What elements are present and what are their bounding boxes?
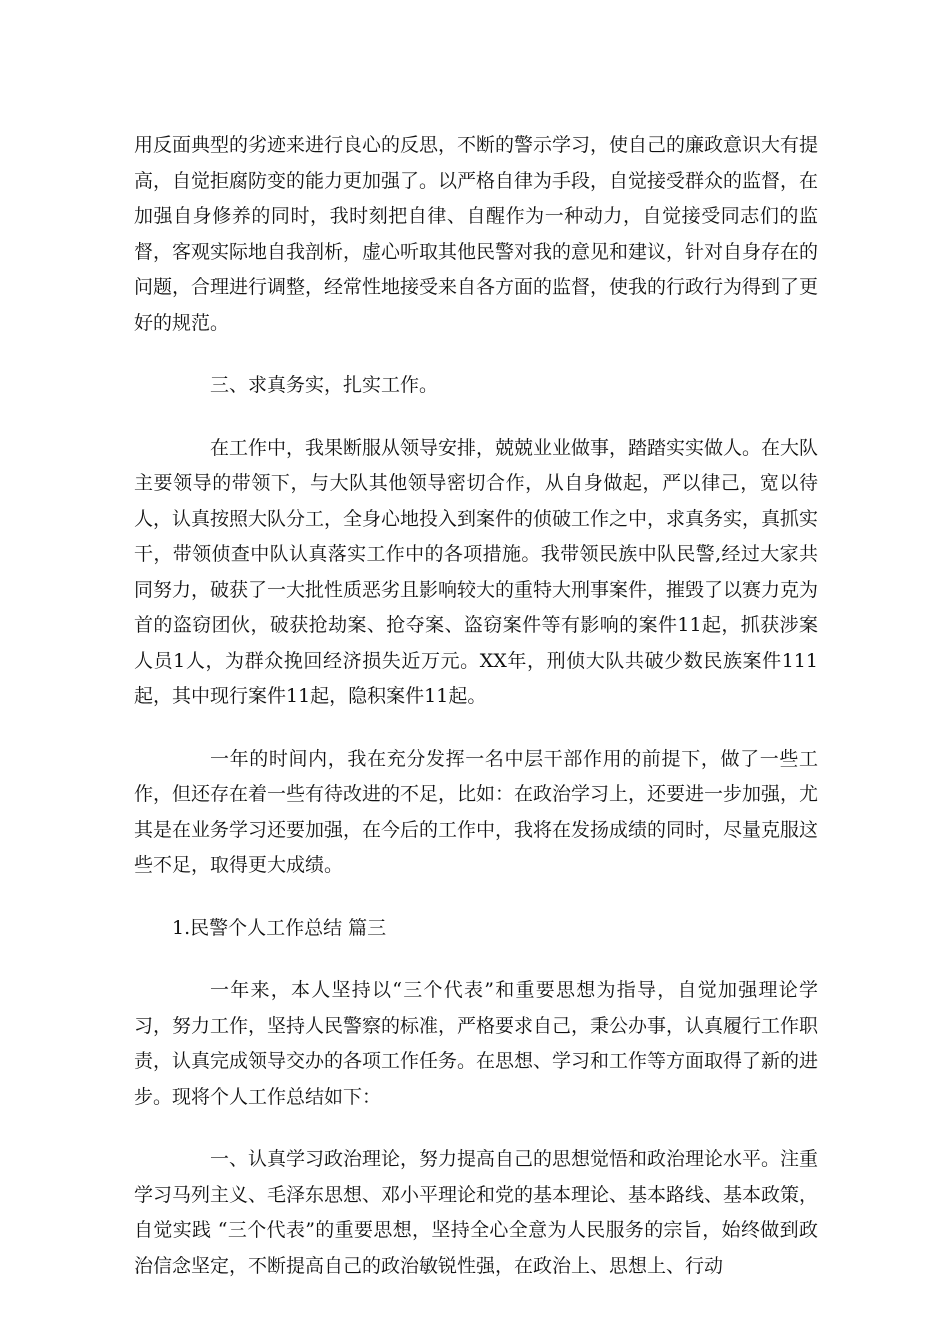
paragraph-integrity-supervision: 用反面典型的劣迹来进行良心的反思，不断的警示学习，使自己的廉政意识大有提高，自觉拒腐防变的能力更加强了。以严格自律为手段，自觉接受群众的监督，在加强自身修养的同时，我时刻把自律、自醒作为一种动力，自觉接受同志们的监督，客观实际地自我剖析，虚心听取其他民警对我的意见和建议，针对自身存在的问题，合理进行调整，经常性地接受来自各方面的监督，使我的行政行为得到了更好的规范。 [134, 134, 819, 334]
paragraph-work-achievements: 在工作中，我果断服从领导安排，兢兢业业做事，踏踏实实做人。在大队主要领导的带领下，与大队其他领导密切合作，从自身做起，严以律己，宽以待人，认真按照大队分工，全身心地投入到案件的侦破工作之中，求真务实，真抓实干，带领侦查中队认真落实工作中的各项措施。我带领民族中队民警,经过大家共同努力，破获了一大批性质恶劣且影响较大的重特大刑事案件，摧毁了以赛力克为首的盗窃团伙，破获抢劫案、抢夺案、盗窃案件等有影响的案件11起，抓获涉案人员1人，为群众挽回经济损失近万元。XX年，刑侦大队共破少数民族案件111起，其中现行案件11起，隐积案件11起。 [134, 436, 819, 707]
article-heading-part-three: 1.民警个人工作总结 篇三 [172, 916, 387, 939]
section-heading-three: 三、求真务实，扎实工作。 [210, 374, 439, 396]
paragraph-political-study: 一、认真学习政治理论，努力提高自己的思想觉悟和政治理论水平。注重学习马列主义、毛泽东思想、邓小平理论和党的基本理论、基本路线、基本政策，自觉实践 “三个代表”的重要思想，坚持全心全意为人民服务的宗旨，始终做到政治信念坚定，不断提高自己的政治敏锐性强，在政治上、思想上、行动 [134, 1148, 819, 1277]
document-body [134, 128, 818, 1311]
paragraph-shortcomings: 一年的时间内，我在充分发挥一名中层干部作用的前提下，做了一些工作，但还存在着一些有待改进的不足，比如：在政治学习上，还要进一步加强，尤其是在业务学习还要加强，在今后的工作中，我将在发扬成绩的同时，尽量克服这些不足，取得更大成绩。 [134, 747, 819, 876]
paragraph-summary-intro: 一年来，本人坚持以“三个代表”和重要思想为指导，自觉加强理论学习，努力工作，坚持人民警察的标准，严格要求自己，秉公办事，认真履行工作职责，认真完成领导交办的各项工作任务。在思想、学习和工作等方面取得了新的进步。现将个人工作总结如下： [134, 979, 819, 1108]
